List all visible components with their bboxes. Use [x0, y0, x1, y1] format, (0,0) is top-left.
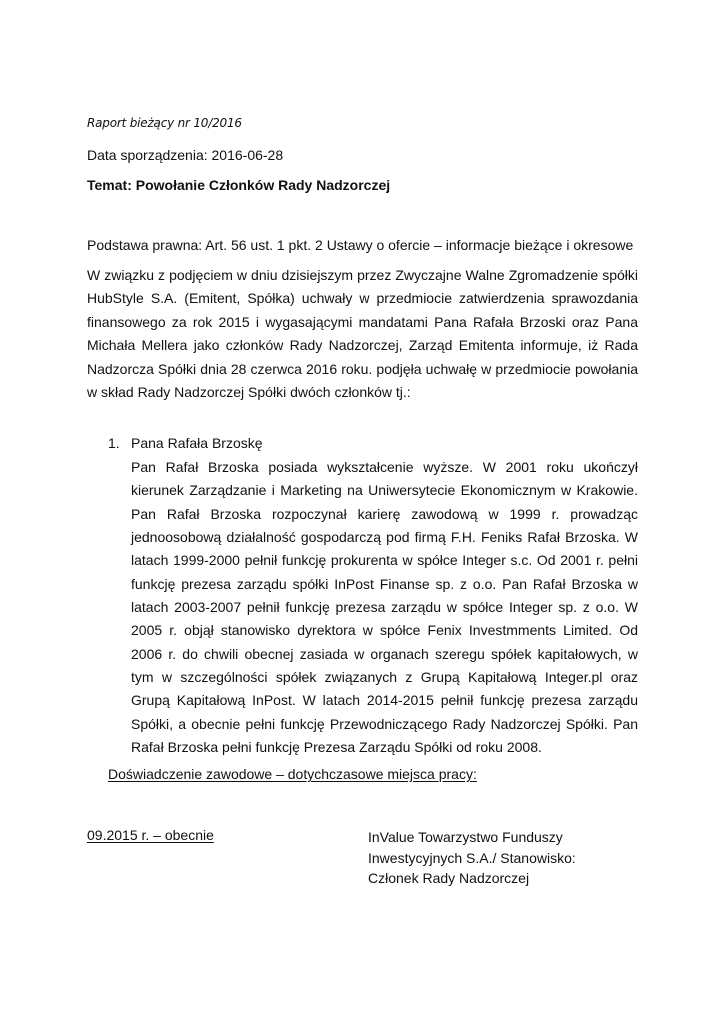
experience-period: 09.2015 r. – obecnie: [87, 827, 214, 843]
person-name: Pana Rafała Brzoskę: [131, 435, 263, 451]
legal-basis: Podstawa prawna: Art. 56 ust. 1 pkt. 2 Ustawy o ofercie – informacje bieżące i okresowe: [87, 237, 634, 253]
report-subject: Temat: Powołanie Członków Rady Nadzorczej: [87, 177, 391, 193]
intro-paragraph: W związku z podjęciem w dniu dzisiejszym przez Zwyczajne Walne Zgromadzenie spółki HubStyle S.A. (Emitent, Spółka) uchwały w przedmiocie zatwierdzenia sprawozdania finansowego za rok 2015 i wygasającymi mandatami Pana Rafała Brzoski oraz Pana Michała Mellera jako członków Rady Nadzorczej, Zarząd Emitenta informuje, iż Rada Nadzorcza Spółki dnia 28 czerwca 2016 roku. podjęła uchwałę w przedmiocie powołania w skład Rady Nadzorczej Spółki dwóch członków tj.:: [87, 267, 638, 401]
preparation-date: Data sporządzenia: 2016-06-28: [87, 147, 284, 163]
experience-heading: Doświadczenie zawodowe – dotychczasowe miejsca pracy:: [108, 766, 477, 782]
experience-description: InValue Towarzystwo Funduszy Inwestycyjnych S.A./ Stanowisko: Członek Rady Nadzorczej: [368, 829, 576, 886]
person-biography: Pan Rafał Brzoska posiada wykształcenie wyższe. W 2001 roku ukończył kierunek Zarządzanie i Marketing na Uniwersytecie Ekonomicznym w Krakowie. Pan Rafał Brzoska rozpoczynał karierę zawodową w 1999 r. prowadząc jednoosobową działalność gospodarczą pod firmą F.H. Feniks Rafał Brzoska. W latach 1999-2000 pełnił funkcję prokurenta w spółce Integer s.c. Od 2001 r. pełni funkcję prezesa zarządu spółki InPost Finanse sp. z o.o. Pan Rafał Brzoska w latach 2003-2007 pełnił funkcję prezesa zarządu w spółce Integer sp. z o.o. W 2005 r. objął stanowisko dyrektora w spółce Fenix Investmments Limited. Od 2006 r. do chwili obecnej zasiada w organach szeregu spółek kapitałowych, w tym w szczególności spółek związanych z Grupą Kapitałową Integer.pl oraz Grupą Kapitałową InPost. W latach 2014-2015 pełnił funkcję prezesa zarządu Spółki, a obecnie pełni funkcję Przewodniczącego Rady Nadzorczej Spółki. Pan Rafał Brzoska pełni funkcję Prezesa Zarządu Spółki od roku 2008.: [131, 459, 638, 756]
list-item-number: 1.: [108, 435, 120, 451]
report-number: Raport bieżący nr 10/2016: [87, 116, 242, 130]
